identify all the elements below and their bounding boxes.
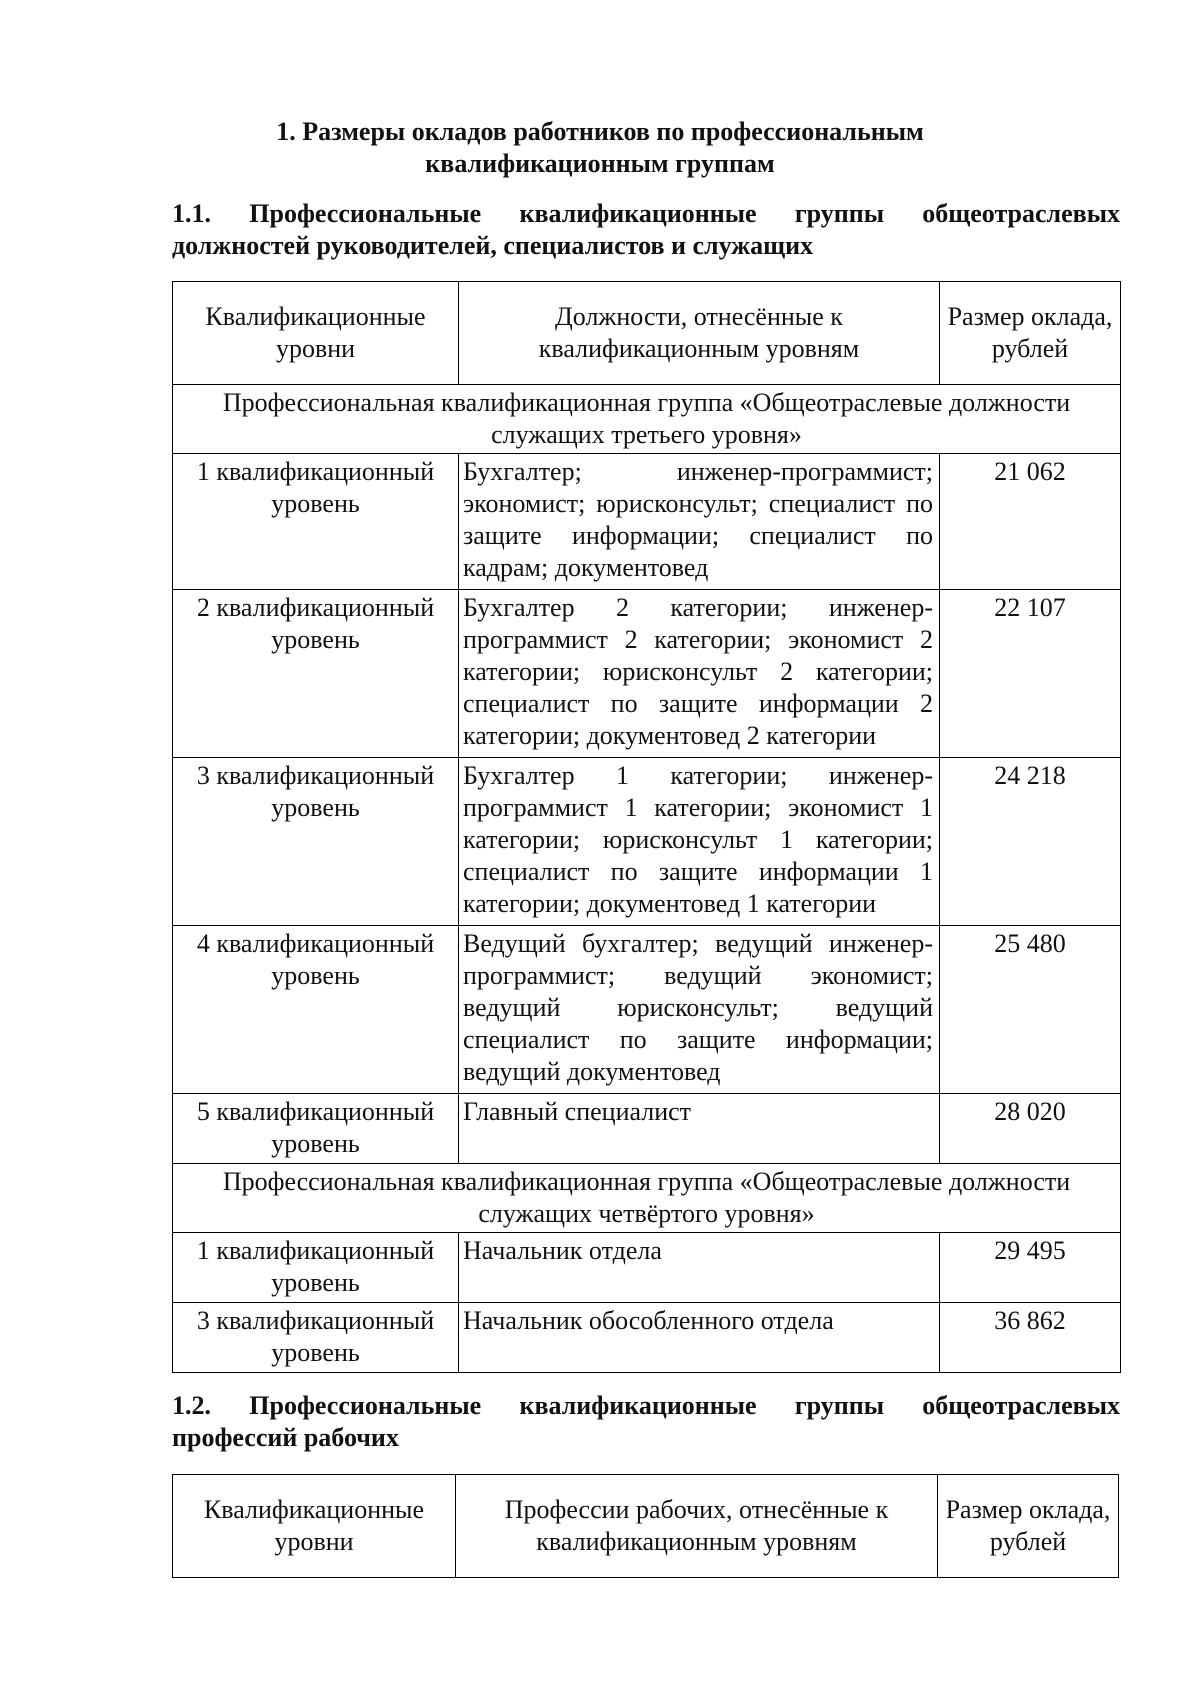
header-levels: Квалификационные уровни [173,282,459,385]
table-row [173,1233,1121,1303]
table-row [173,454,1121,590]
salary-cell: 25 480 [940,926,1121,1094]
salary-cell: 21 062 [940,454,1121,590]
group-row [173,1164,1121,1233]
positions-cell: Бухгалтер 1 категории; инженер-программист 1 категории; экономист 1 категории; юрисконсульт 1 категории; специалист по защите информации 1 категории; документовед 1 категории [459,758,940,926]
table-row [173,758,1121,926]
table-header-row [173,282,1121,385]
document-title [0,116,1200,180]
section-1-table [172,281,1121,1373]
section-2-heading: 1.2. Профессиональные квалификационные группы общеотраслевых профессий рабочих [172,1391,1120,1452]
salary-cell: 24 218 [940,758,1121,926]
salary-cell: 28 020 [940,1094,1121,1164]
table-row [173,1094,1121,1164]
document-title-line-1: 1. Размеры окладов работников по профессиональным [276,117,924,146]
level-cell: 1 квалификационный уровень [173,454,459,590]
salary-cell: 36 862 [940,1303,1121,1373]
positions-cell: Начальник обособленного отдела [459,1303,940,1373]
level-cell: 3 квалификационный уровень [173,1303,459,1373]
group-title: Профессиональная квалификационная группа «Общеотраслевые должности служащих четвёртого уровня» [173,1164,1121,1233]
header-levels: Квалификационные уровни [173,1475,456,1578]
table-header-row [173,1475,1119,1578]
group-title: Профессиональная квалификационная группа «Общеотраслевые должности служащих третьего уровня» [173,385,1121,454]
section-1-heading: 1.1. Профессиональные квалификационные группы общеотраслевых должностей руководителей, специалистов и служащих [172,199,1120,260]
table-row [173,1303,1121,1373]
level-cell: 4 квалификационный уровень [173,926,459,1094]
header-professions: Профессии рабочих, отнесённые к квалификационным уровням [456,1475,938,1578]
level-cell: 5 квалификационный уровень [173,1094,459,1164]
header-positions: Должности, отнесённые к квалификационным уровням [459,282,940,385]
header-salary: Размер оклада, рублей [938,1475,1119,1578]
table-row [173,926,1121,1094]
positions-cell: Бухгалтер; инженер-программист; экономист; юрисконсульт; специалист по защите информации; специалист по кадрам; документовед [459,454,940,590]
section-2-table [172,1474,1119,1578]
salary-cell: 29 495 [940,1233,1121,1303]
document-title-line-2: квалификационным группам [425,149,775,178]
level-cell: 3 квалификационный уровень [173,758,459,926]
header-salary: Размер оклада, рублей [940,282,1121,385]
positions-cell: Бухгалтер 2 категории; инженер-программист 2 категории; экономист 2 категории; юрисконсульт 2 категории; специалист по защите информации 2 категории; документовед 2 категории [459,590,940,758]
positions-cell: Начальник отдела [459,1233,940,1303]
level-cell: 1 квалификационный уровень [173,1233,459,1303]
salary-cell: 22 107 [940,590,1121,758]
positions-cell: Ведущий бухгалтер; ведущий инженер-программист; ведущий экономист; ведущий юрисконсульт; ведущий специалист по защите информации; ведущий документовед [459,926,940,1094]
table-row [173,590,1121,758]
group-row [173,385,1121,454]
positions-cell: Главный специалист [459,1094,940,1164]
level-cell: 2 квалификационный уровень [173,590,459,758]
